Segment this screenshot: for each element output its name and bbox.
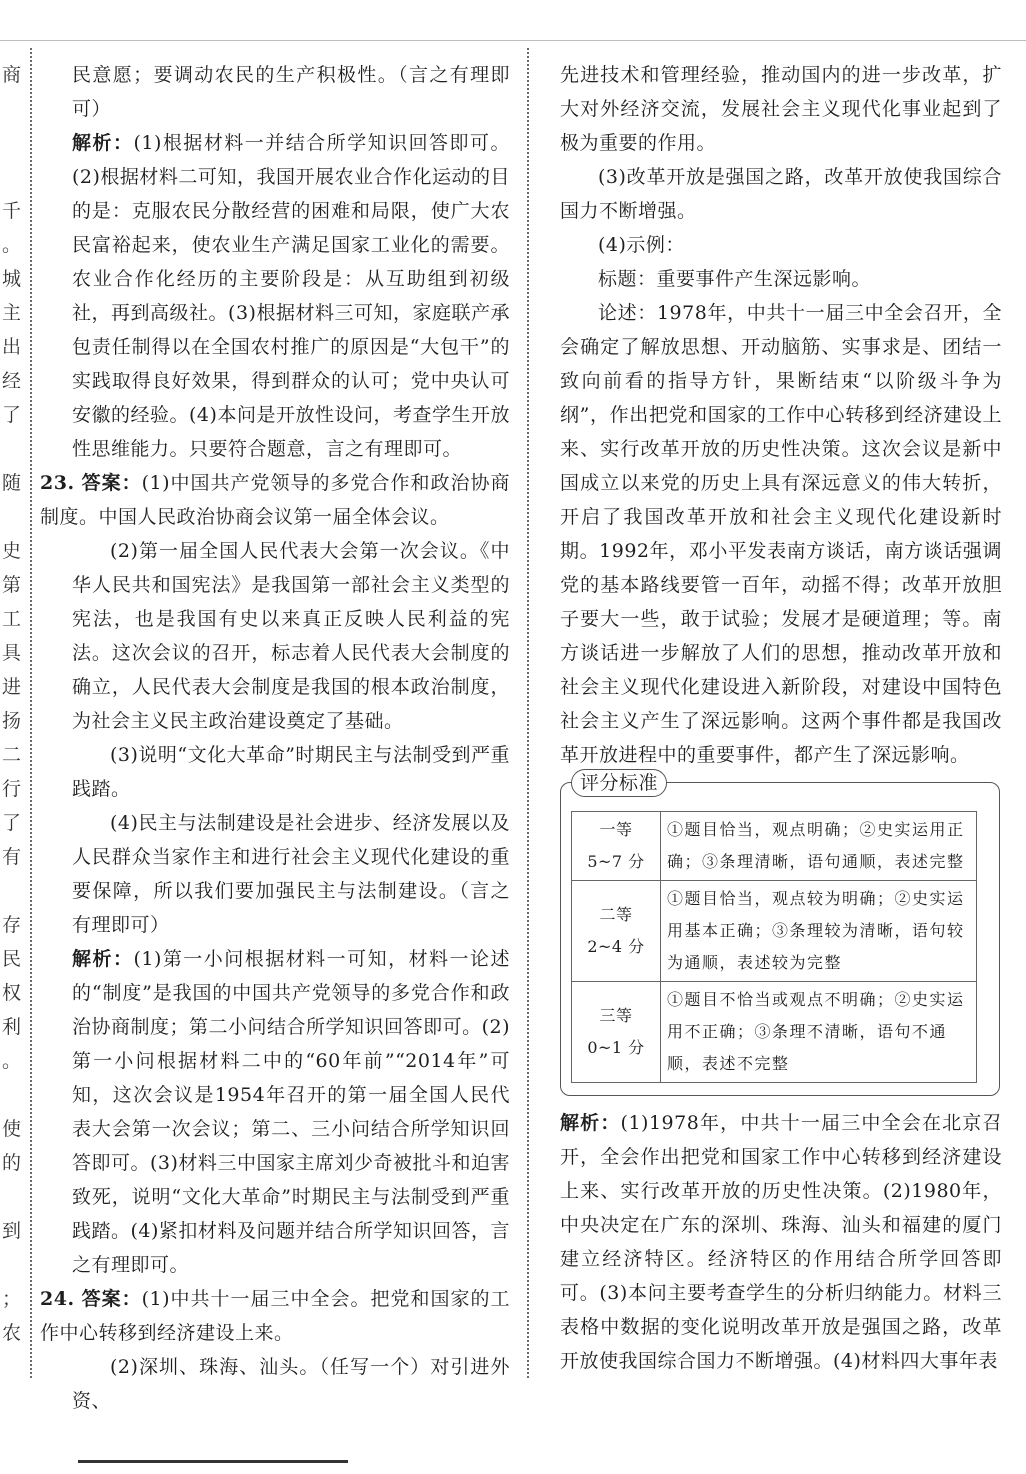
question-number: 24.: [40, 1288, 75, 1310]
rubric-level: 一等: [599, 820, 633, 839]
analysis-label: 解析：: [560, 1112, 621, 1134]
edge-char: 行: [2, 778, 22, 800]
edge-char: 了: [2, 812, 22, 834]
rubric-row: [572, 982, 977, 1083]
right-column: [560, 58, 1002, 1378]
edge-char: [2, 874, 24, 908]
edge-char: 农: [2, 1322, 22, 1344]
edge-char: [2, 432, 24, 466]
edge-char: 扬: [2, 710, 22, 732]
edge-char: 城: [2, 268, 22, 290]
rubric-level: 二等: [599, 905, 633, 924]
edge-char: [2, 160, 24, 194]
edge-char: [2, 1078, 24, 1112]
rubric-table: [571, 811, 977, 1083]
edge-char: 具: [2, 642, 22, 664]
analysis-label: 解析：: [72, 948, 134, 970]
q23-part1: (1)中国共产党领导的多党合作和政治协商制度。中国人民政治协商会议第一届全体会议。: [40, 472, 510, 528]
answer-label: 答案：: [81, 1288, 142, 1310]
column-divider-left: [30, 48, 32, 1378]
q24-part1: (1)中共十一届三中全会。把党和国家的工作中心转移到经济建设上来。: [40, 1288, 510, 1344]
q23-analysis-text: (1)第一小问根据材料一可知，材料一论述的“制度”是我国的中国共产党领导的多党合作和政治协商制度；第二小问结合所学知识回答即可。(2)第一小问根据材料二中的“60年前”“2014年”可知，这次会议是1954年召开的第一届全国人民代表大会第一次会议；第二、三小问结合所学知识回答即可。(3)材料三中国家主席刘少奇被批斗和迫害致死，说明“文化大革命”时期民主与法制受到严重践踏。(4)紧扣材料及问题并结合所学知识回答，言之有理即可。: [72, 948, 510, 1276]
scoring-rubric-box: [560, 772, 1000, 1096]
rubric-level: 三等: [599, 1006, 633, 1025]
rubric-desc: ①题目恰当，观点较为明确；②史实运用基本正确；③条理较为清晰，语句较为通顺，表述较为完整: [661, 881, 977, 982]
q23-part3: (3)说明“文化大革命”时期民主与法制受到严重践踏。: [72, 744, 510, 800]
edge-char: 二: [2, 744, 22, 766]
edge-char: 第: [2, 574, 22, 596]
analysis-label: 解析：: [72, 132, 134, 154]
q24-part2: (2)深圳、珠海、汕头。（任写一个）对引进外资、: [72, 1356, 510, 1412]
column-divider-middle: [527, 48, 529, 1378]
edge-char: 有: [2, 846, 22, 868]
rubric-desc: ①题目恰当，观点明确；②史实运用正确；③条理清晰，语句通顺，表述完整: [661, 812, 977, 881]
edge-char: 使: [2, 1118, 22, 1140]
edge-char: 经: [2, 370, 22, 392]
q22-answer-continuation: 民意愿；要调动农民的生产积极性。（言之有理即可）: [72, 64, 510, 120]
rubric-row: [572, 881, 977, 982]
edge-char: 出: [2, 336, 22, 358]
q23-answer: [40, 466, 510, 534]
edge-char: 存: [2, 914, 22, 936]
edge-char: 工: [2, 608, 22, 630]
left-column: [40, 58, 510, 1418]
rubric-title: 评分标准: [571, 769, 667, 797]
edge-char: 进: [2, 676, 22, 698]
q22-analysis: [40, 126, 510, 466]
edge-char: 到: [2, 1220, 22, 1242]
edge-char: [2, 1248, 24, 1282]
q24-analysis-text: (1)1978年，中共十一届三中全会在北京召开，全会作出把党和国家工作中心转移到经济建设上来、实行改革开放的历史性决策。(2)1980年，中央决定在广东的深圳、珠海、汕头和福建的厦门建立经济特区。经济特区的作用结合所学回答即可。(3)本问主要考查学生的分析归纳能力。材料三表格中数据的变化说明改革开放是强国之路，改革开放使我国综合国力不断增强。(4)材料四大事年表: [560, 1112, 1002, 1372]
edge-char: 。: [2, 234, 22, 256]
edge-char: 史: [2, 540, 22, 562]
edge-char: [2, 1180, 24, 1214]
q24-part3: (3)改革开放是强国之路，改革开放使我国综合国力不断增强。: [560, 166, 1002, 222]
rubric-score: 5~7 分: [587, 852, 645, 871]
edge-char: 利: [2, 1016, 22, 1038]
q24-answer: [40, 1282, 510, 1350]
edge-char: 随: [2, 472, 22, 494]
rubric-score: 0~1 分: [587, 1038, 645, 1057]
q24-analysis: [560, 1106, 1002, 1378]
edge-char: 了: [2, 404, 22, 426]
rubric-desc: ①题目不恰当或观点不明确；②史实运用不正确；③条理不清晰，语句不通顺，表述不完整: [661, 982, 977, 1083]
q23-part4: (4)民主与法制建设是社会进步、经济发展以及人民群众当家作主和进行社会主义现代化建设的重要保障，所以我们要加强民主与法制建设。（言之有理即可）: [72, 812, 510, 936]
example-title: 标题：重要事件产生深远影响。: [598, 268, 872, 290]
q23-part2: (2)第一届全国人民代表大会第一次会议。《中华人民共和国宪法》是我国第一部社会主义类型的宪法，也是我国有史以来真正反映人民利益的宪法。这次会议的召开，标志着人民代表大会制度的确立，人民代表大会制度是我国的根本政治制度，为社会主义民主政治建设奠定了基础。: [72, 540, 510, 732]
edge-char: 主: [2, 302, 22, 324]
rubric-score: 2~4 分: [587, 937, 645, 956]
question-number: 23.: [40, 472, 75, 494]
edge-char: 。: [2, 1050, 22, 1072]
edge-char: 的: [2, 1152, 22, 1174]
answer-label: 答案：: [81, 472, 142, 494]
edge-char: 民: [2, 948, 22, 970]
edge-char: [2, 126, 24, 160]
q24-part4: (4)示例：: [598, 234, 685, 256]
q23-analysis: [40, 942, 510, 1282]
footer-mark: [78, 1460, 348, 1469]
edge-char: 千: [2, 200, 22, 222]
edge-char: ；: [2, 1288, 22, 1310]
example-essay: 论述：1978年，中共十一届三中全会召开，全会确定了解放思想、开动脑筋、实事求是、团结一致向前看的指导方针，果断结束“以阶级斗争为纲”，作出把党和国家的工作中心转移到经济建设上来、实行改革开放的历史性决策。这次会议是新中国成立以来党的历史上具有深远意义的伟大转折，开启了我国改革开放和社会主义现代化建设新时期。1992年，邓小平发表南方谈话，南方谈话强调党的基本路线要管一百年，动摇不得；改革开放胆子要大一些，敢于试验；发展才是硬道理；等。南方谈话进一步解放了人们的思想，推动改革开放和社会主义现代化建设进入新阶段，对建设中国特色社会主义产生了深远影响。这两个事件都是我国改革开放进程中的重要事件，都产生了深远影响。: [560, 302, 1002, 766]
cut-off-edge-text: [2, 58, 24, 1350]
top-rule: [0, 40, 1026, 41]
edge-char: [2, 92, 24, 126]
rubric-row: [572, 812, 977, 881]
edge-char: 商: [2, 64, 22, 86]
edge-char: [2, 500, 24, 534]
edge-char: 权: [2, 982, 22, 1004]
q24-part2-continuation: 先进技术和管理经验，推动国内的进一步改革，扩大对外经济交流，发展社会主义现代化事业起到了极为重要的作用。: [560, 64, 1002, 154]
q22-analysis-text: (1)根据材料一并结合所学知识回答即可。(2)根据材料二可知，我国开展农业合作化运动的目的是：克服农民分散经营的困难和局限，使广大农民富裕起来，使农业生产满足国家工业化的需要。农业合作化经历的主要阶段是：从互助组到初级社，再到高级社。(3)根据材料三可知，家庭联产承包责任制得以在全国农村推广的原因是“大包干”的实践取得良好效果，得到群众的认可；党中央认可安徽的经验。(4)本问是开放性设问，考查学生开放性思维能力。只要符合题意，言之有理即可。: [72, 132, 510, 460]
